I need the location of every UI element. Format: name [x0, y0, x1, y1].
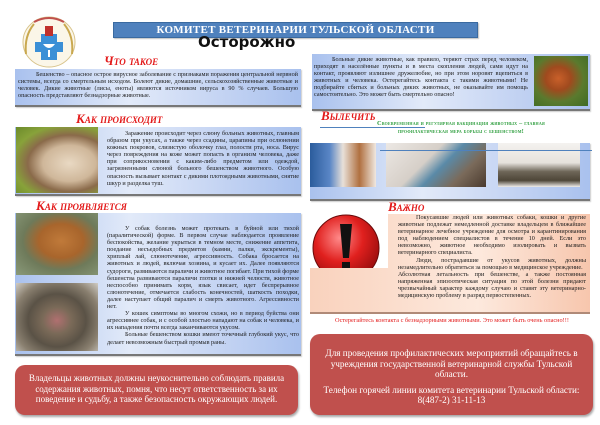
symptoms-box	[15, 213, 301, 356]
owners-notice: Владельцы животных должны неукоснительно соблюдать правила содержания животных, помня, что несут ответственность за их поведение и судьбу, а также безопасность окружающих людей.	[15, 365, 298, 415]
how-text: Заражение происходит через слюну больных животных, главным образом при укусах, а также через ссадины, царапины при ослюнении кожных покровов, слизистую оболочку глаз, полости рта, носа. Вирус через повреждения на коже может попасть в организм человека, даже при соприкосновении с каким-либо предметом или одеждой, загрязненными слюной больного бешенством животного. Особую опасность вызывает контакт с дикими плотоядными животными, снятие шкур и разделка туш.	[107, 130, 299, 187]
important-box	[310, 214, 590, 314]
dog-bite-photo	[16, 127, 98, 193]
heading-important	[388, 199, 440, 214]
page-title: Осторожно	[198, 33, 296, 51]
divider-line	[380, 150, 592, 151]
heading-important-line1: Важно	[388, 199, 425, 214]
divider-line	[320, 127, 425, 128]
hotline-label: Телефон горячей линии комитета ветеринарии Тульской области:	[323, 384, 580, 395]
fox-photo	[534, 56, 588, 106]
vet-beagle-photo	[310, 143, 376, 187]
heading-cure: Вылечить	[321, 108, 376, 123]
wild-text: Больные дикие животные, как правило, теряют страх перед человеком, приходят в населённые пункты и в места скопления людей, сами идут на контакт, проявляют излишнее дружелюбие, но при этом норовят вцепиться в животных и человека. Остерегайтесь контакта с такими животными! Не подбирайте сбитых и больных диких животных, не оказывайте им помощь самостоятельно. Это может быть смертельно опасно!	[314, 56, 528, 99]
symptoms-cats-text: У кошек симптомы во многом схожи, но в период буйства они агрессивнее собак, и с особой злостью нападают на собак и человека, и их нападения почти всегда заканчиваются укусом.	[107, 310, 299, 332]
heading-what: Что такое	[104, 53, 159, 68]
hotline-number: 8(487-2) 31-11-13	[417, 395, 486, 405]
symptoms-dogs-text: У собак болезнь может протекать в буйной или тихой (паралитической) форме. В первом случае наблюдается проявление беспокойства, желание укрыться в темном месте, снижение аппетита, поедание несъедобных предметов (камни, палки, экскременты), хриплый лай, слюнотечение, агрессивность. Собака бросается на животных и людей, включая хозяина, и кусает их. Далее появляются судороги, развиваются параличи и животное погибает. При тихой форме бешенства развиваются параличи глотки и нижней челюсти, животное неспособно принимать корм, язык свисает, идет беспрерывное слюнотечение, отмечается слабость конечностей, шаткость походки, далее наступает общий паралич и смерть животного. Агрессивности нет.	[107, 225, 299, 311]
what-text: Бешенство – опасное острое вирусное заболевание с признаками поражения центральной нервной системы, всегда со смертельным исходом. Болеют дикие, домашние, сельскохозяйственные животные и человек. Дикие животные (лисы, еноты) являются источником вируса в 90 % случаев. Большую опасность представляют безнадзорные животные.	[18, 71, 298, 100]
emblem-logo	[20, 14, 78, 70]
slogan-line-1: Своевременная и регулярная вакцинация животных – главная	[377, 120, 545, 127]
what-box	[15, 69, 301, 107]
wild-animals-box	[312, 54, 590, 111]
important-medical-text: Люди, пострадавшие от укусов животных, должны незамедлительно обратиться за помощью в медицинское учреждение.	[398, 256, 586, 271]
contact-notice	[310, 334, 593, 415]
exclamation-panel	[310, 214, 388, 268]
important-lethality-text: Абсолютная летальность при бешенстве, а также постоянная напряженная эпизоотическая ситуация по этой болезни придают чрезвычайный характер каждому случаю и ставят эту ветеринарно-медицинскую проблему в разряд первостепенных.	[398, 270, 586, 300]
contact-text: Для проведения профилактических мероприятий обращайтесь в учреждения государственной ветеринарной службы Тульской области.	[325, 348, 578, 379]
heading-symptoms: Как проявляется	[36, 198, 127, 213]
org-title-bar: КОМИТЕТ ВЕТЕРИНАРИИ ТУЛЬСКОЙ ОБЛАСТИ	[113, 22, 478, 38]
heading-how: Как происходит	[76, 111, 163, 126]
important-quarantine-text: Покусавшие людей или животных собаки, кошки и другие животные подлежат немедленной доставке владельцем в ближайшее ветеринарное лечебное учреждение для осмотра и карантинирования под наблюдением специалистов в течение 10 дней. Если это невозможно, животное необходимо изолировать и вызвать ветеринарного специалиста.	[398, 214, 586, 257]
warning-text: Остерегайтесь контакта с безнадзорными животными. Это может быть очень опасно!!!	[335, 317, 569, 324]
cure-box	[310, 143, 590, 201]
angry-cat-photo	[16, 283, 98, 351]
exclamation-icon	[310, 214, 388, 268]
how-box	[15, 127, 301, 196]
vaccination-slogan	[330, 120, 592, 136]
symptoms-bite-text: Больные бешенством кошки имеют точечный глубокий укус, что делает невозможным быстрый промыв раны.	[107, 331, 299, 346]
mastiff-photo	[16, 213, 98, 275]
slogan-line-2: профилактическая мера борьбы с бешенством!	[397, 128, 524, 135]
